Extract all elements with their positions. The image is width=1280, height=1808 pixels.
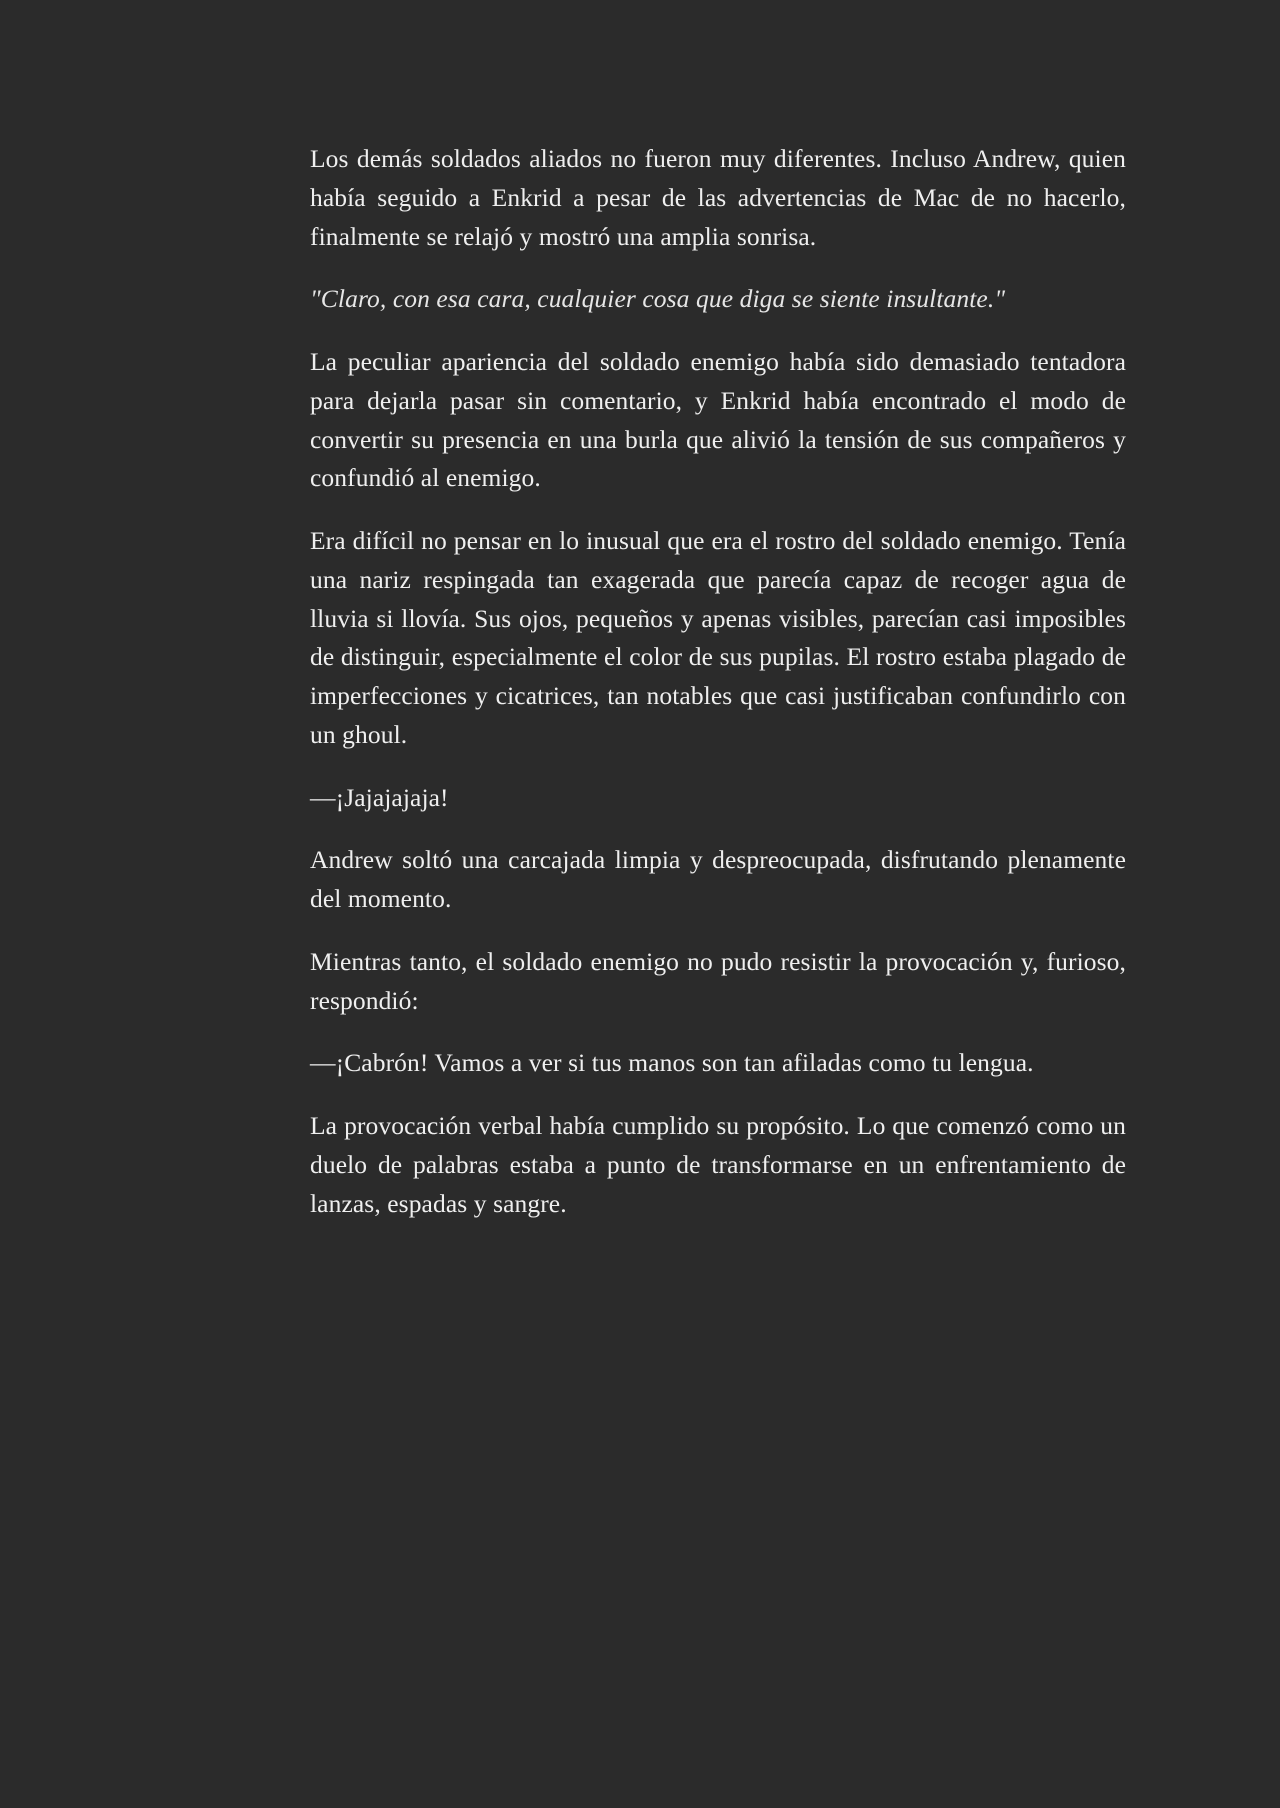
paragraph: La provocación verbal había cumplido su propósito. Lo que comenzó como un duelo de palabras estaba a punto de transformarse en un enfrentamiento de lanzas, espadas y sangre. xyxy=(310,1111,1126,1218)
paragraph-dialogue: —¡Cabrón! Vamos a ver si tus manos son tan afiladas como tu lengua. xyxy=(310,1048,1034,1078)
reader-column xyxy=(154,140,1126,1223)
paragraph-dialogue: —¡Jajajajaja! xyxy=(310,782,449,812)
paragraph: Mientras tanto, el soldado enemigo no pudo resistir la provocación y, furioso, respondió: xyxy=(310,946,1126,1015)
chapter-body xyxy=(154,140,1126,1223)
paragraph: Los demás soldados aliados no fueron muy diferentes. Incluso Andrew, quien había seguido a Enkrid a pesar de las advertencias de Mac de no hacerlo, finalmente se relajó y mostró una amplia sonrisa. xyxy=(310,144,1126,251)
paragraph: Andrew soltó una carcajada limpia y despreocupada, disfrutando plenamente del momento. xyxy=(310,845,1126,913)
paragraph-italic-quote: "Claro, con esa cara, cualquier cosa que diga se siente insultante." xyxy=(310,284,1006,314)
paragraph: Era difícil no pensar en lo inusual que era el rostro del soldado enemigo. Tenía una nariz respingada tan exagerada que parecía capaz de recoger agua de lluvia si llovía. Sus ojos, pequeños y apenas visibles, parecían casi imposibles de distinguir, especialmente el color de sus pupilas. El rostro estaba plagado de imperfecciones y cicatrices, tan notables que casi justificaban confundirlo con un ghoul. xyxy=(310,526,1126,749)
paragraph: La peculiar apariencia del soldado enemigo había sido demasiado tentadora para dejarla pasar sin comentario, y Enkrid había encontrado el modo de convertir su presencia en una burla que alivió la tensión de sus compañeros y confundió al enemigo. xyxy=(310,347,1126,493)
